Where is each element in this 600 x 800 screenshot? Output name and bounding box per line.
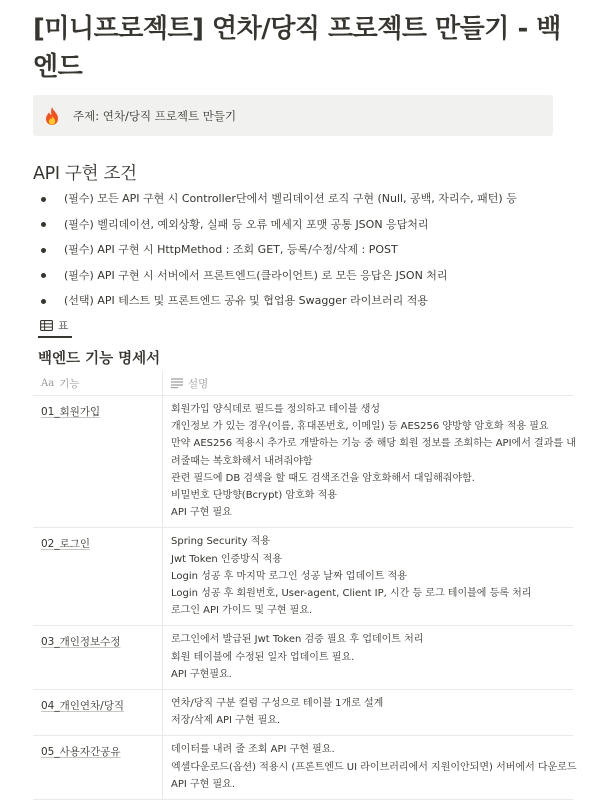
description-line: Login 성공 후 회원번호, User-agent, Client IP, 시간 등 로그 테이블에 등록 처리 — [171, 588, 532, 600]
callout — [33, 95, 553, 136]
callout-text: 주제: 연차/당직 프로젝트 만들기 — [73, 108, 237, 123]
column-header-name[interactable] — [33, 371, 163, 396]
description-line: Spring Security 적용 — [171, 536, 271, 548]
description-line: API 구현 필요 — [171, 507, 232, 519]
list-item: (필수) API 구현 시 서버에서 프론트엔드(클라이언트) 로 모든 응답은 JSON 처리 — [40, 263, 580, 289]
list-item: (필수) 벨리데이션, 예외상황, 실패 등 오류 메세지 포맷 공통 JSON 응답처리 — [40, 212, 580, 238]
row-description-cell[interactable] — [163, 626, 573, 689]
active-tab-indicator — [38, 336, 72, 338]
column-header-description-label: 설명 — [188, 377, 209, 390]
tab-table-view-label: 표 — [58, 320, 69, 332]
table-row[interactable] — [33, 528, 573, 626]
description-line: 엑셀다운로드(옵션) 적용시 (프론트엔드 UI 라이브러리에서 지원이안되면) 서버에서 다운로드 — [171, 761, 577, 773]
row-name-cell[interactable]: 05_사용자간공유 — [33, 736, 163, 799]
column-header-name-label: 기능 — [59, 377, 80, 390]
bullet-icon — [41, 222, 46, 227]
description-line: API 구현 필요. — [171, 778, 235, 790]
bullet-icon — [41, 248, 46, 253]
bullet-icon — [41, 197, 46, 202]
table-row[interactable] — [33, 626, 573, 690]
tab-table-view[interactable] — [40, 318, 68, 333]
bullet-icon — [41, 299, 46, 304]
description-line: 저장/삭제 API 구현 필요. — [171, 715, 281, 727]
description-line: 관련 필드에 DB 검색을 할 때도 검색조건을 암호화해서 대입해줘야함. — [171, 472, 475, 484]
description-line: Login 성공 후 마지막 로그인 성공 날짜 업데이트 적용 — [171, 570, 407, 582]
row-description-cell[interactable] — [163, 528, 573, 625]
column-header-description[interactable] — [163, 376, 208, 391]
description-line: 로그인 API 가이드 및 구현 필요. — [171, 605, 313, 617]
row-name-cell[interactable]: 01_회원가입 — [33, 396, 163, 527]
row-description-cell[interactable] — [163, 396, 576, 527]
section-heading-api: API 구현 조건 — [33, 164, 137, 184]
table-row[interactable] — [33, 690, 573, 736]
list-item: (필수) 모든 API 구현 시 Controller단에서 벨리데이션 로직 구현 (Null, 공백, 자리수, 패턴) 등 — [40, 186, 580, 212]
feature-table — [33, 371, 577, 800]
description-line: 로그인에서 발급된 Jwt Token 검증 필요 후 업데이트 처리 — [171, 634, 424, 646]
description-line: 개인정보 가 있는 경우(이름, 휴대폰번호, 이메일) 등 AES256 양방향 암호화 적용 필요 — [171, 421, 549, 433]
description-line: 비밀번호 단방향(Bcrypt) 암호화 적용 — [171, 490, 337, 502]
table-header — [33, 371, 573, 396]
text-property-icon: Aa — [41, 377, 55, 389]
description-line: Jwt Token 인증방식 적용 — [171, 553, 282, 565]
page-title: [미니프로젝트] 연차/당직 프로젝트 만들기 - 백엔드 — [33, 14, 561, 82]
description-line: 회원 테이블에 수정된 일자 업데이트 필요. — [171, 651, 355, 663]
description-line: 데이터를 내려 줄 조회 API 구현 필요. — [171, 744, 335, 756]
database-title[interactable]: 백엔드 기능 명세서 — [38, 351, 161, 367]
row-description-cell[interactable] — [163, 690, 573, 735]
table-icon — [40, 320, 53, 331]
list-item: (선택) API 테스트 및 프론트엔드 공유 및 협업용 Swagger 라이브러리 적용 — [40, 288, 580, 314]
description-line: 회원가입 양식데로 필드를 정의하고 테이블 생성 — [171, 404, 381, 415]
row-name-cell[interactable]: 04_개인연차/당직 — [33, 690, 163, 735]
text-lines-icon — [171, 378, 183, 388]
list-item: (필수) API 구현 시 HttpMethod : 조회 GET, 등록/수정/삭제 : POST — [40, 237, 580, 263]
fire-icon — [43, 106, 61, 126]
row-description-cell[interactable] — [163, 736, 577, 799]
bullet-icon — [41, 273, 46, 278]
requirement-list — [40, 186, 580, 314]
description-line: 연차/당직 구분 컬럼 구성으로 테이블 1개로 설계 — [171, 698, 384, 710]
description-line: API 구현필요. — [171, 668, 232, 680]
description-line: 만약 AES256 적용시 추가로 개발하는 기능 중 해당 회원 정보를 조회하는 API에서 결과를 내 — [171, 438, 576, 450]
description-line: 려줄때는 복호화해서 내려줘야함 — [171, 455, 313, 467]
row-name-cell[interactable]: 03_개인정보수정 — [33, 626, 163, 689]
table-row[interactable] — [33, 396, 576, 528]
row-name-cell[interactable]: 02_로그인 — [33, 528, 163, 625]
table-row[interactable] — [33, 736, 577, 800]
